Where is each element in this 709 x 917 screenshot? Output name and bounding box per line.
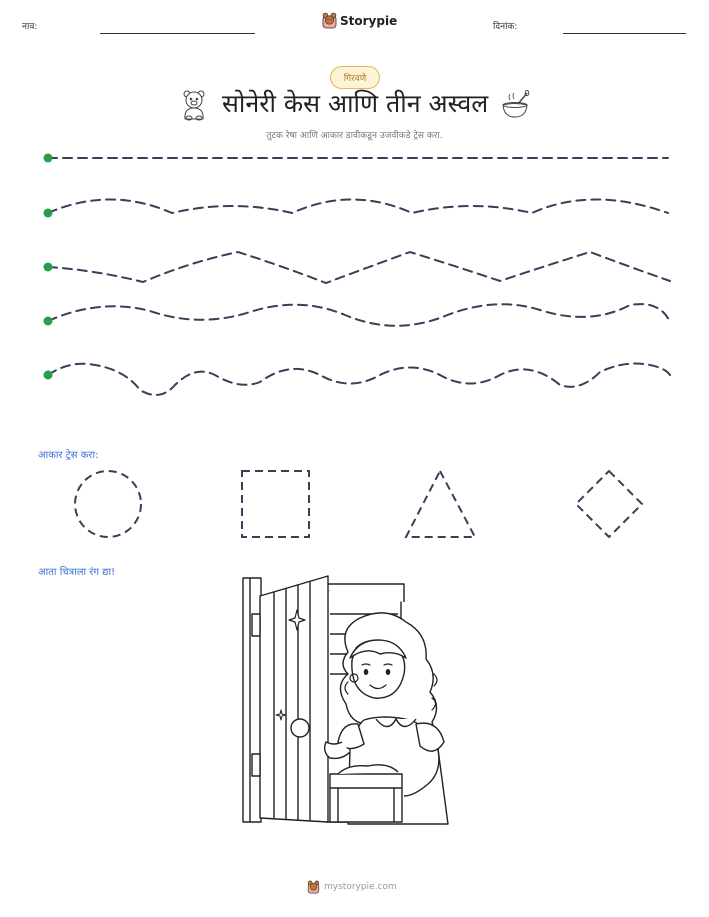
tracing-lines	[0, 140, 709, 400]
level-badge: गिरवणे	[330, 66, 380, 89]
trace-circle	[75, 471, 141, 537]
trace-line-soft-wave	[48, 200, 668, 214]
name-label: नाव:	[22, 22, 38, 32]
name-line[interactable]	[100, 33, 255, 34]
start-dot	[44, 209, 53, 218]
footer-site[interactable]: mystorypie.com	[324, 882, 397, 892]
trace-line-deep-wave	[48, 364, 670, 395]
girl-at-door-illustration	[238, 574, 470, 826]
shape-tracing-row	[0, 465, 709, 545]
start-dot	[44, 263, 53, 272]
instruction-subtitle: तुटक रेषा आणि आकार डावीकडून उजवीकडे ट्रेस करा.	[266, 131, 443, 141]
page-title: सोनेरी केस आणि तीन अस्वल	[222, 89, 489, 118]
start-dot	[44, 317, 53, 326]
start-dot	[44, 154, 53, 163]
start-dot	[44, 371, 53, 380]
date-line[interactable]	[563, 33, 686, 34]
trace-line-wave	[48, 304, 670, 326]
porridge-bowl-icon	[500, 90, 530, 120]
trace-line-zigzag	[48, 252, 670, 283]
coloring-section-label: आता चित्राला रंग द्या!	[38, 567, 116, 578]
storypie-bear-icon	[322, 12, 337, 29]
trace-square	[242, 471, 309, 537]
trace-triangle	[406, 471, 475, 537]
brand-name: Storypie	[340, 13, 398, 28]
storypie-bear-icon	[307, 880, 320, 894]
trace-diamond	[576, 471, 642, 537]
brand-logo	[322, 12, 397, 29]
footer-brand	[307, 880, 397, 894]
shapes-section-label: आकार ट्रेस करा:	[38, 450, 99, 461]
date-label: दिनांक:	[493, 22, 518, 32]
bear-icon	[180, 89, 208, 121]
